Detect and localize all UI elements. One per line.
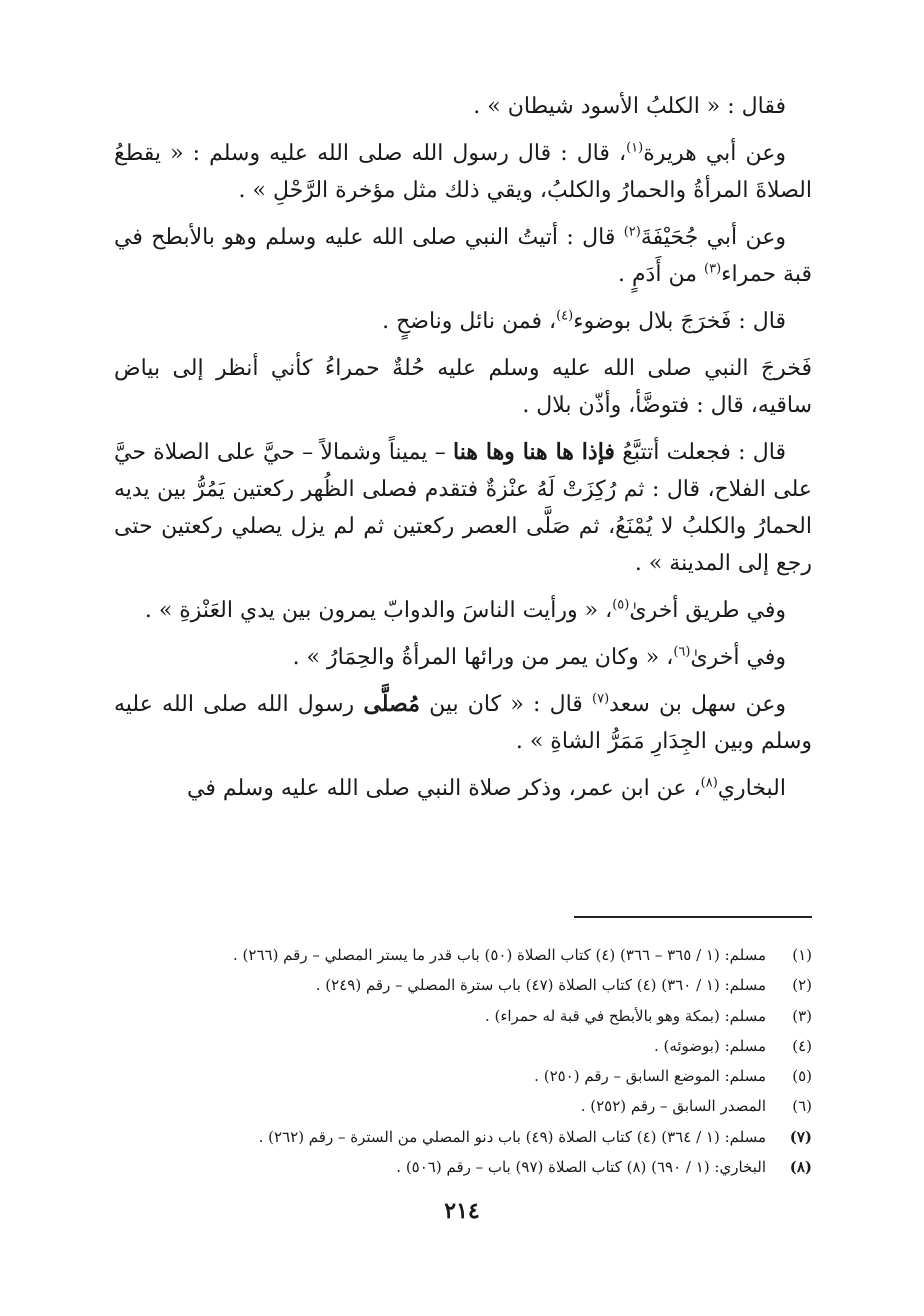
paragraph-text: ، « ورأيت الناسَ والدوابّ يمرون بين يدي العَنْزةِ » . (144, 598, 613, 623)
paragraph-text: ، عن ابن عمر، وذكر صلاة النبي صلى الله عليه وسلم في (187, 776, 701, 801)
paragraph-text: وعن أبي جُحَيْفَةَ (640, 225, 786, 250)
footnote-ref[interactable]: (٨) (700, 775, 718, 791)
paragraph-text: البخاري (717, 776, 786, 801)
paragraph-text: وعن أبي هريرة (643, 141, 786, 166)
paragraph-1 (114, 88, 812, 125)
footnote-item (114, 1122, 812, 1152)
footnote-ref[interactable]: (٤) (556, 308, 574, 324)
paragraph-5 (114, 350, 812, 424)
footnote-text: مسلم: (١ / ٣٦٥ – ٣٦٦) (٤) كتاب الصلاة (٥٠) باب قدر ما يستر المصلي – رقم (٢٦٦) . (233, 946, 766, 964)
footnote-number: (١) (792, 946, 812, 964)
paragraph-text: وعن سهل بن سعد (609, 692, 786, 717)
footnote-item (114, 1152, 812, 1182)
footnote-number: (٨) (789, 1158, 812, 1177)
paragraph-6 (114, 434, 812, 582)
paragraph-text: وفي أخرىٰ (690, 645, 786, 670)
footnote-divider (574, 916, 812, 918)
footnote-number: (٣) (792, 1006, 812, 1025)
paragraph-text: – يميناً وشمالاً – حيَّ على الصلاة حيَّ على الفلاح، قال : ثم رُكِزَتْ لَهُ عنْزةٌ فتقدم فصلى الظُهر ركعتين يَمُرُّ بين يديه الحمارُ والكلبُ لا يُمْنَعُ، ثم صَلَّى العصر ركعتين ثم لم يزل يصلي ركعتين حتى رجع إلى المدينة » . (114, 440, 812, 576)
paragraph-text: رسول الله صلى الله عليه وسلم وبين الجِدَارِ مَمَرُّ الشاةِ » . (114, 692, 812, 754)
footnote-number: (٦) (792, 1097, 812, 1116)
paragraph-text: قال : أتيتُ النبي صلى الله عليه وسلم وهو بالأبطح في قبة حمراء (114, 225, 812, 287)
footnote-number: (٤) (792, 1036, 812, 1055)
paragraph-text: قال : فجعلت أتتبَّعُ (614, 440, 786, 465)
footnote-text: مسلم: (بوضوئه) . (653, 1036, 766, 1055)
footnote-ref[interactable]: (١) (626, 140, 644, 156)
footnote-text: مسلم: الموضع السابق – رقم (٢٥٠) . (534, 1067, 766, 1086)
paragraph-text: ، « وكان يمر من ورائها المرأةُ والحِمَارُ » . (292, 645, 674, 670)
footnote-item (114, 1091, 812, 1121)
bold-phrase: مُصلَّى (363, 691, 420, 717)
footnote-ref[interactable]: (٧) (592, 691, 610, 707)
footnote-text: مسلم: (١ / ٣٦٠) (٤) كتاب الصلاة (٤٧) باب سترة المصلي – رقم (٢٤٩) . (315, 976, 766, 995)
footnote-text: مسلم: (١ / ٣٦٤) (٤) كتاب الصلاة (٤٩) باب دنو المصلي من السترة – رقم (٢٦٢) . (258, 1127, 766, 1146)
paragraph-3 (114, 219, 812, 293)
footnote-text: مسلم: (بمكة وهو بالأبطح في قبة له حمراء) . (484, 1006, 766, 1025)
footnote-number: (٢) (792, 976, 812, 995)
footnote-ref[interactable]: (٣) (704, 261, 722, 277)
footnote-number: (٥) (792, 1067, 812, 1086)
paragraph-text: من أَدَمٍ . (617, 262, 704, 287)
footnote-text: المصدر السابق – رقم (٢٥٢) . (580, 1097, 766, 1116)
paragraph-4 (114, 303, 812, 340)
footnotes (114, 940, 812, 1182)
footnote-ref[interactable]: (٦) (673, 644, 691, 660)
paragraph-text: ، قال : قال رسول الله صلى الله عليه وسلم : « يقطعُ الصلاةَ المرأةُ والحمارُ والكلبُ، ويقي ذلك مثل مؤخرة الرَّحْلِ » . (114, 141, 812, 203)
main-text (114, 88, 812, 817)
paragraph-text: فَخرجَ النبي صلى الله عليه وسلم عليه حُلةٌ حمراءُ كأني أنظر إلى بياض ساقيه، قال : فتوضَّأ، وأذّن بلال . (114, 356, 812, 418)
paragraph-2 (114, 135, 812, 209)
footnote-item (114, 940, 812, 970)
footnote-item (114, 1061, 812, 1091)
paragraph-7 (114, 592, 812, 629)
paragraph-10 (114, 770, 812, 807)
page-number: ٢١٤ (444, 1198, 480, 1224)
bold-phrase: فإذا ها هنا وها هنا (453, 439, 615, 465)
paragraph-9 (114, 686, 812, 760)
paragraph-text: وفي طريق أخرىٰ (629, 598, 786, 623)
paragraph-text: قال : « كان بين (419, 692, 593, 717)
footnote-item (114, 1031, 812, 1061)
footnote-ref[interactable]: (٢) (623, 224, 641, 240)
footnote-text: البخاري: (١ / ٦٩٠) (٨) كتاب الصلاة (٩٧) باب – رقم (٥٠٦) . (396, 1158, 766, 1177)
paragraph-text: ، فمن نائل وناضحٍ . (382, 309, 557, 334)
footnote-ref[interactable]: (٥) (612, 597, 630, 613)
footnote-item (114, 970, 812, 1000)
paragraph-text: فقال : « الكلبُ الأسود شيطان » . (473, 94, 786, 119)
footnote-number: (٧) (789, 1127, 812, 1146)
paragraph-text: قال : فَخرَجَ بلال بوضوء (573, 309, 786, 334)
paragraph-8 (114, 639, 812, 676)
footnote-item (114, 1001, 812, 1031)
